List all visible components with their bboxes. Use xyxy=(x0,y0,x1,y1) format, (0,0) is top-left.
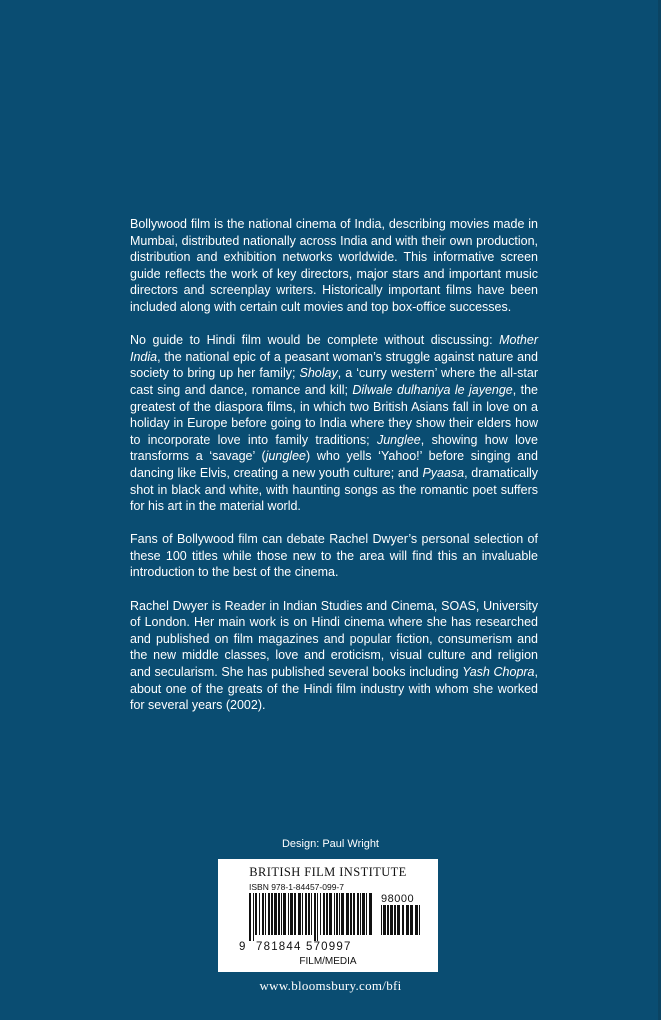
blurb-paragraph-selection: Fans of Bollywood film can debate Rachel Dwyer’s personal selection of these 100 titles while those new to the area will find this an invaluable introduction to the best of the cinema. xyxy=(130,532,538,580)
blurb-text: No guide to Hindi film would be complete without discussing: xyxy=(130,333,500,348)
film-title: Dilwale dulhaniya le jayenge xyxy=(352,382,513,397)
publisher-url: www.bloomsbury.com/bfi xyxy=(259,978,402,993)
price-code: 98000 xyxy=(381,893,415,905)
blurb-text: , dramatically shot in black and white, with haunting songs as the romantic poet suffers for his art in the material world. xyxy=(130,465,538,514)
film-title: Junglee xyxy=(376,432,421,447)
back-cover-blurb xyxy=(130,216,538,730)
ean-digits: 781844 570997 xyxy=(256,941,352,953)
film-title: junglee xyxy=(265,449,306,464)
film-title: Pyaasa xyxy=(422,465,465,480)
blurb-text: , showing how love transforms a ‘savage’ ( xyxy=(130,432,539,464)
addon-barcode xyxy=(381,905,421,941)
blurb-text: , the national epic of a peasant woman’s struggle against nature and society to bring up her family; xyxy=(130,349,538,381)
ean-barcode xyxy=(249,893,373,941)
blurb-text: , about one of the greats of the Hindi film industry with whom she worked for several years (2002). xyxy=(130,665,538,713)
film-title: Sholay xyxy=(299,366,338,381)
book-title: Yash Chopra xyxy=(462,665,535,680)
film-title: Mother India xyxy=(130,333,538,364)
blurb-paragraph-films xyxy=(130,332,538,515)
isbn-label: ISBN 978-1-84457-099-7 xyxy=(249,882,344,892)
author-bio xyxy=(130,598,538,714)
design-credit: Design: Paul Wright xyxy=(281,838,379,850)
publisher-label: BRITISH FILM INSTITUTE xyxy=(249,865,407,879)
blurb-text: , the greatest of the diaspora films, in which two British Asians fall in love on a holiday in Europe before going to India where they show their elders how to incorporate love into family traditions; xyxy=(130,382,538,447)
barcode-panel xyxy=(218,859,438,972)
ean-lead-digit: 9 xyxy=(239,941,246,953)
blurb-text: , a ‘curry western’ where the all-star cast sing and dance, romance and kill; xyxy=(130,366,539,397)
category-label: FILM/MEDIA xyxy=(299,956,357,967)
blurb-paragraph-intro: Bollywood film is the national cinema of India, describing movies made in Mumbai, distributed nationally across India and with their own production, distribution and exhibition networks worldwide. This informative screen guide reflects the work of key directors, major stars and important music directors and screenplay writers. Historically important films have been included along with certain cult movies and top box-office successes. xyxy=(130,217,538,314)
blurb-text: Rachel Dwyer is Reader in Indian Studies and Cinema, SOAS, University of London. Her main work is on Hindi cinema where she has researched and published on film magazines and popular fiction, consumerism and the new middle classes, love and eroticism, visual culture and religion and secularism. She has published several books including xyxy=(130,598,538,680)
blurb-text: ) who yells ‘Yahoo!’ before singing and dancing like Elvis, creating a new youth culture; and xyxy=(130,449,538,480)
